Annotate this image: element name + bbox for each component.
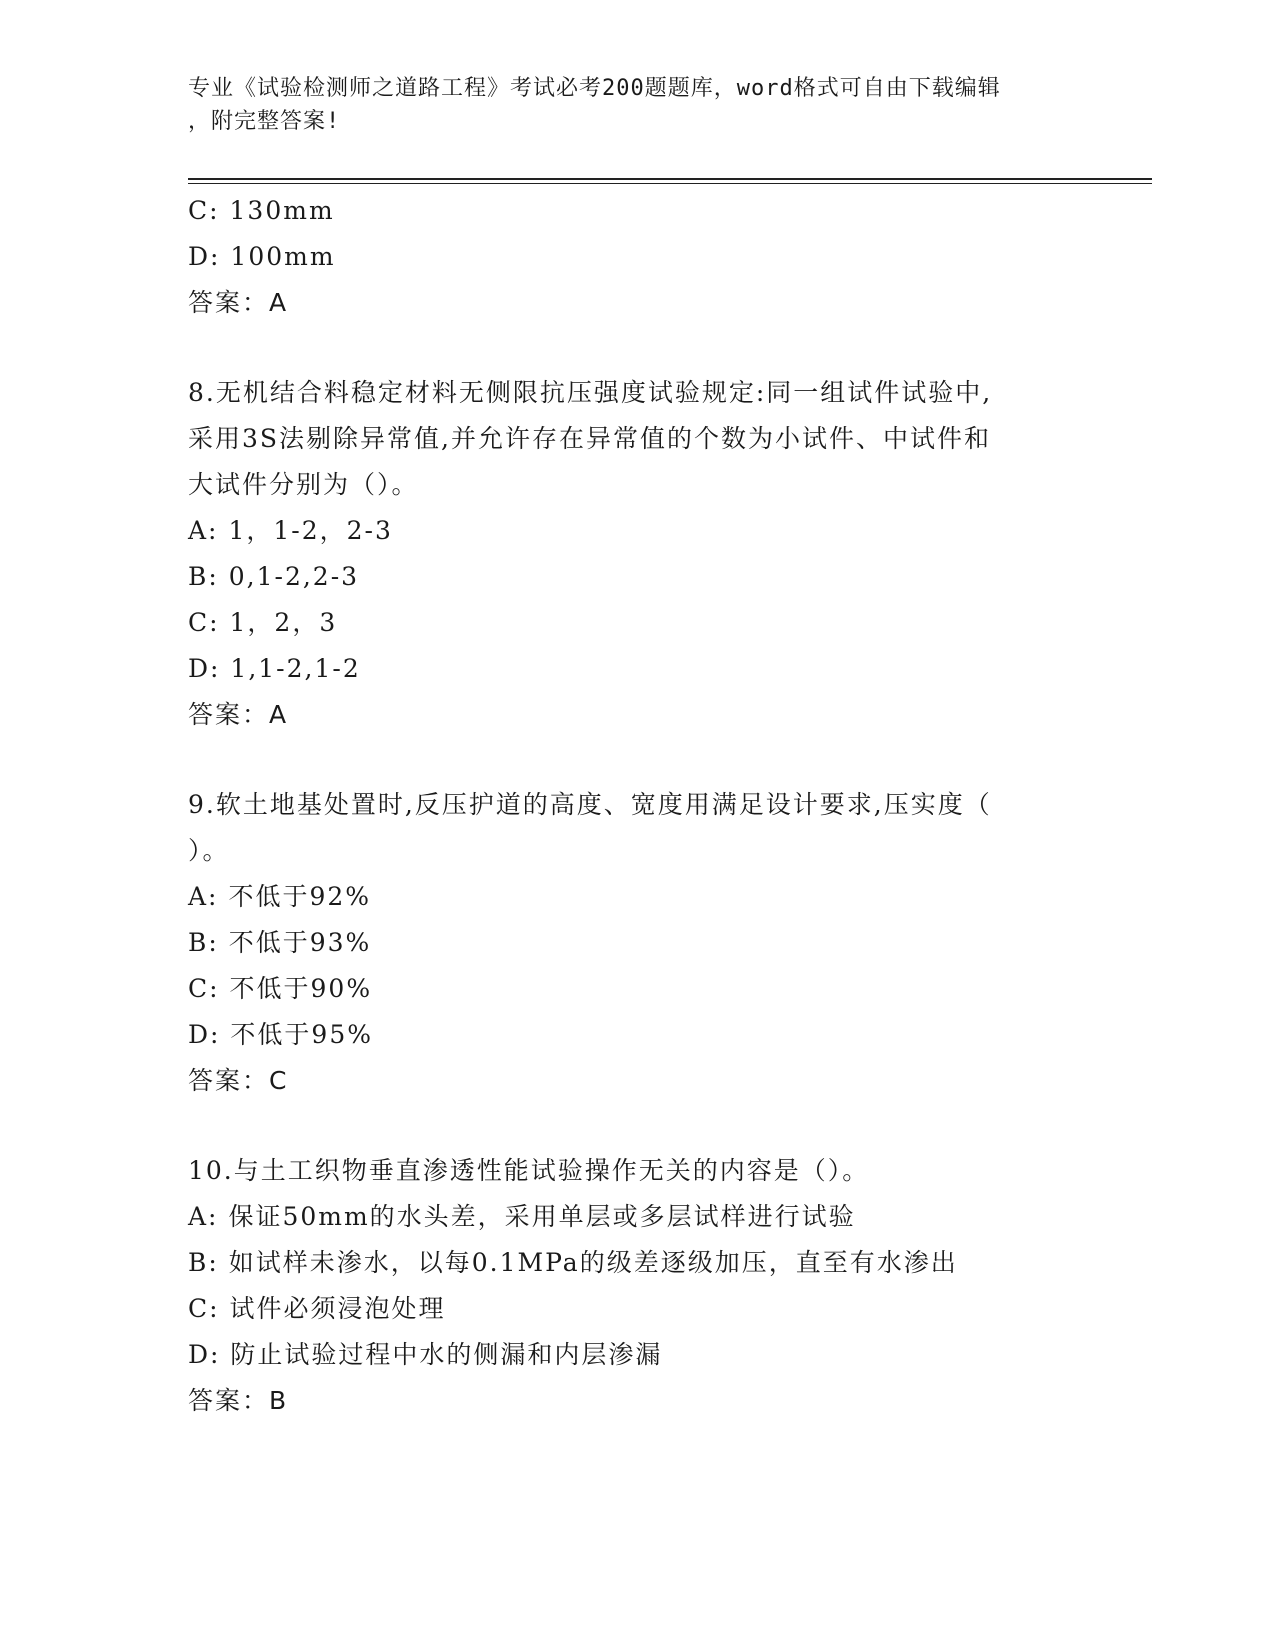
option-label: B: — [188, 928, 219, 957]
option-text: 1，1-2，2-3 — [228, 516, 393, 545]
option-a — [188, 874, 1068, 920]
question-10 — [188, 1148, 1068, 1424]
question-stem-line: 采用3S法剔除异常值,并允许存在异常值的个数为小试件、中试件和 — [188, 424, 991, 453]
option-label: A: — [188, 882, 219, 911]
option-text: 保证50mm的水头差，采用单层或多层试样进行试验 — [228, 1202, 856, 1231]
option-label: B: — [188, 1248, 219, 1277]
option-label: C: — [188, 608, 220, 637]
answer-line: 答案：B — [188, 1386, 289, 1415]
header-divider-thick — [188, 178, 1152, 180]
option-text: 0,1-2,2-3 — [228, 562, 360, 591]
option-c — [188, 600, 1068, 646]
option-text: 100mm — [230, 242, 336, 271]
option-text: 如试样未渗水，以每0.1MPa的级差逐级加压，直至有水渗出 — [228, 1248, 958, 1277]
option-label: D: — [188, 654, 221, 683]
option-b — [188, 1240, 1068, 1286]
option-label: A: — [188, 1202, 219, 1231]
option-text: 1，2，3 — [229, 608, 338, 637]
option-text: 防止试验过程中水的侧漏和内层渗漏 — [230, 1340, 663, 1369]
option-label: C: — [188, 196, 220, 225]
option-d — [188, 1332, 1068, 1378]
option-a — [188, 1194, 1068, 1240]
document-body — [188, 188, 1068, 1424]
option-d — [188, 1012, 1068, 1058]
header-divider-thin — [188, 183, 1152, 184]
option-d — [188, 234, 1068, 280]
option-label: C: — [188, 974, 220, 1003]
question-stem-line: 大试件分别为（）。 — [188, 470, 419, 499]
option-text: 不低于93% — [228, 928, 372, 957]
option-label: A: — [188, 516, 219, 545]
option-d — [188, 646, 1068, 692]
option-text: 不低于92% — [228, 882, 372, 911]
option-text: 不低于90% — [229, 974, 373, 1003]
option-label: D: — [188, 1340, 221, 1369]
question-stem-line: ）。 — [188, 836, 230, 865]
option-text: 130mm — [229, 196, 335, 225]
answer-line: 答案：A — [188, 700, 289, 729]
question-stem-line: 10.与土工织物垂直渗透性能试验操作无关的内容是（）。 — [188, 1156, 870, 1185]
option-text: 不低于95% — [230, 1020, 373, 1049]
option-b — [188, 920, 1068, 966]
option-text: 1,1-2,1-2 — [230, 654, 361, 683]
answer-line: 答案：C — [188, 1066, 289, 1095]
header-line-1: 专业《试验检测师之道路工程》考试必考200题题库，word格式可自由下载编辑 — [188, 76, 1001, 101]
answer-line: 答案：A — [188, 288, 289, 317]
option-a — [188, 508, 1068, 554]
document-header — [188, 72, 1068, 138]
question-stem-line: 8.无机结合料稳定材料无侧限抗压强度试验规定:同一组试件试验中, — [188, 378, 993, 407]
option-label: C: — [188, 1294, 220, 1323]
option-text: 试件必须浸泡处理 — [229, 1294, 446, 1323]
option-label: B: — [188, 562, 219, 591]
option-b — [188, 554, 1068, 600]
question-9 — [188, 782, 1068, 1104]
option-label: D: — [188, 242, 221, 271]
question-stem-line: 9.软土地基处置时,反压护道的高度、宽度用满足设计要求,压实度（ — [188, 790, 992, 819]
option-c — [188, 188, 1068, 234]
question-8 — [188, 370, 1068, 738]
option-c — [188, 1286, 1068, 1332]
option-c — [188, 966, 1068, 1012]
option-label: D: — [188, 1020, 221, 1049]
header-line-2: ，附完整答案! — [188, 109, 341, 134]
previous-question-tail — [188, 188, 1068, 326]
